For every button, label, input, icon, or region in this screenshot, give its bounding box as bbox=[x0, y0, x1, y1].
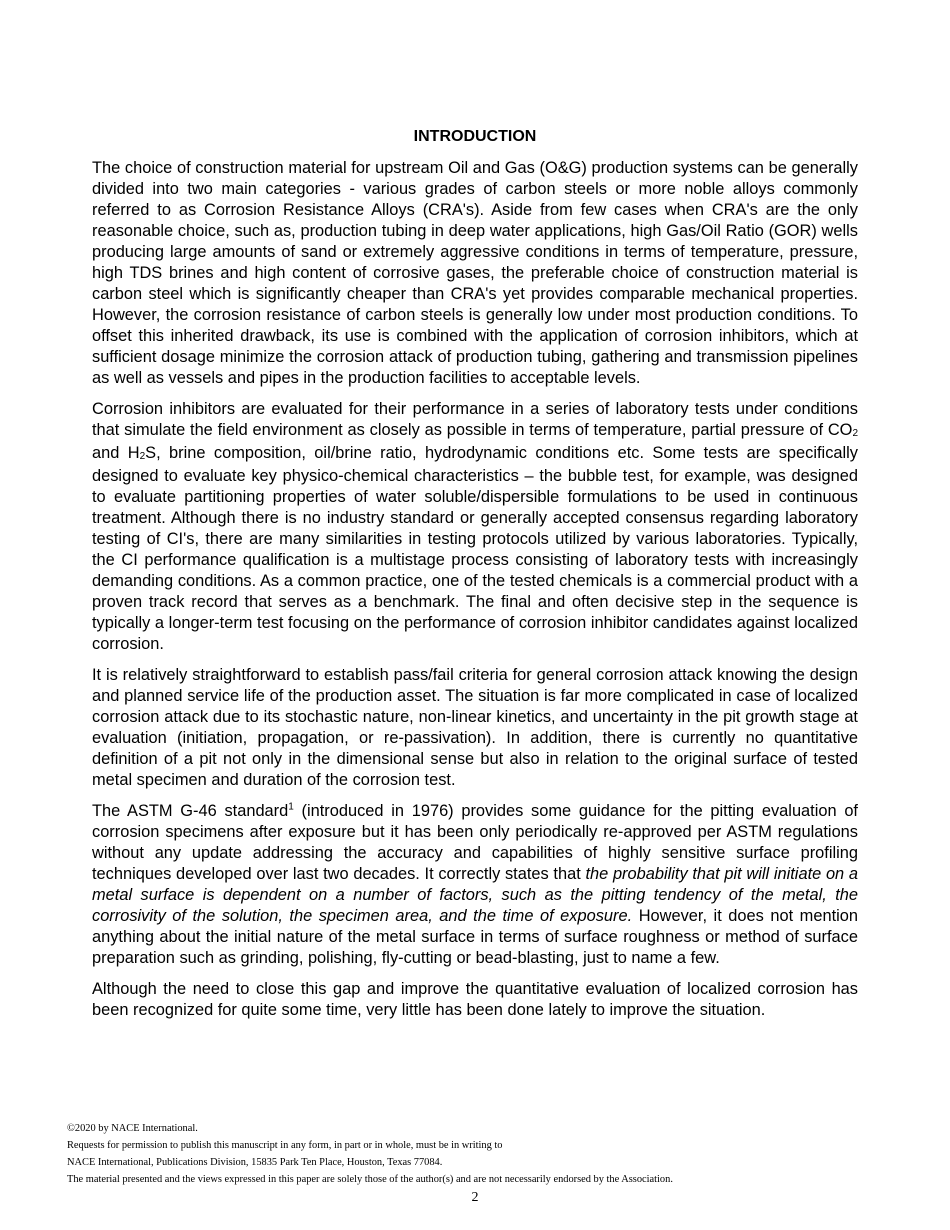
paragraph-2 bbox=[92, 399, 858, 655]
paragraph-5: Although the need to close this gap and improve the quantitative evaluation of localized corrosion has been recognized for quite some time, very little has been done lately to improve the situation. bbox=[92, 980, 858, 1019]
page-number: 2 bbox=[471, 1190, 479, 1205]
copyright-footer bbox=[67, 1120, 887, 1188]
paragraph-4 bbox=[92, 801, 858, 969]
paragraph-2-part-c: S, brine composition, oil/brine ratio, hydrodynamic conditions etc. Some tests are specifically designed to evaluate key physico-chemical characteristics – the bubble test, for example, was designed to evaluate partitioning properties of water soluble/dispersible formulations to be used in continuous treatment. Although there is no industry standard or generally accepted consensus regarding laboratory testing of CI's, there are many similarities in testing protocols utilized by various laboratories. Typically, the CI performance qualification is a multistage process consisting of laboratory tests with increasingly demanding conditions. As a common practice, one of the tested chemicals is a commercial product with a proven track record that serves as a benchmark. The final and often decisive step in the sequence is typically a longer-term test focusing on the performance of corrosion inhibitor candidates against localized corrosion. bbox=[92, 444, 858, 653]
paragraph-1: The choice of construction material for upstream Oil and Gas (O&G) production systems can be generally divided into two main categories - various grades of carbon steels or more noble alloys commonly referred to as Corrosion Resistance Alloys (CRA's). Aside from few cases when CRA's are the only reasonable choice, such as, production tubing in deep water applications, high Gas/Oil Ratio (GOR) wells producing large amounts of sand or extremely aggressive conditions in terms of temperature, pressure, high TDS brines and high content of corrosive gases, the preferable choice of construction material is carbon steel which is significantly cheaper than CRA's yet provides comparable mechanical properties. However, the corrosion resistance of carbon steels is generally low under most production conditions. To offset this inherited drawback, its use is combined with the application of corrosion inhibitors, which at sufficient dosage minimize the corrosion attack of production tubing, gathering and transmission pipelines as well as vessels and pipes in the production facilities to acceptable levels. bbox=[92, 159, 858, 387]
reference-superscript: 1 bbox=[288, 801, 294, 813]
section-heading: INTRODUCTION bbox=[413, 128, 537, 145]
paragraph-4-part-a: The ASTM G-46 standard bbox=[92, 802, 289, 820]
footer-address: NACE International, Publications Division, 15835 Park Ten Place, Houston, Texas 77084. bbox=[67, 1157, 443, 1168]
paragraph-2-part-b: and H bbox=[92, 444, 140, 462]
astm-quote: the probability that pit will initiate on a metal surface is dependent on a number of factors, such as the pitting tendency of the metal, the corrosivity of the solution, the specimen area, and the time of exposure. bbox=[92, 865, 858, 925]
subscript-h2s: 2 bbox=[139, 451, 146, 462]
footer-copyright: ©2020 by NACE International. bbox=[67, 1123, 198, 1134]
footer-disclaimer: The material presented and the views expressed in this paper are solely those of the author(s) and are not necessarily endorsed by the Association. bbox=[67, 1174, 673, 1185]
paragraph-2-part-a: Corrosion inhibitors are evaluated for their performance in a series of laboratory tests under conditions that simulate the field environment as closely as possible in terms of temperature, partial pressure of CO bbox=[92, 400, 858, 439]
body-text bbox=[92, 158, 858, 1031]
footer-permission: Requests for permission to publish this manuscript in any form, in part or in whole, must be in writing to bbox=[67, 1140, 503, 1151]
subscript-co2: 2 bbox=[852, 428, 858, 439]
paragraph-3: It is relatively straightforward to establish pass/fail criteria for general corrosion attack knowing the design and planned service life of the production asset. The situation is far more complicated in case of localized corrosion attack due to its stochastic nature, non-linear kinetics, and uncertainty in the pit growth stage at evaluation (initiation, propagation, or re-passivation). In addition, there is currently no quantitative definition of a pit not only in the dimensional sense but also in relation to the original surface of tested metal specimen and duration of the corrosion test. bbox=[92, 666, 858, 789]
paragraph-4-part-c: However, it does not mention anything about the initial nature of the metal surface in terms of surface roughness or method of surface preparation such as grinding, polishing, fly-cutting or bead-blasting, just to name a few. bbox=[92, 907, 858, 967]
paragraph-4-part-b: (introduced in 1976) provides some guidance for the pitting evaluation of corrosion specimens after exposure but it has been only periodically re-approved per ASTM regulations without any update addressing the accuracy and capabilities of highly sensitive surface profiling techniques developed over last two decades. It correctly states that bbox=[92, 802, 858, 883]
